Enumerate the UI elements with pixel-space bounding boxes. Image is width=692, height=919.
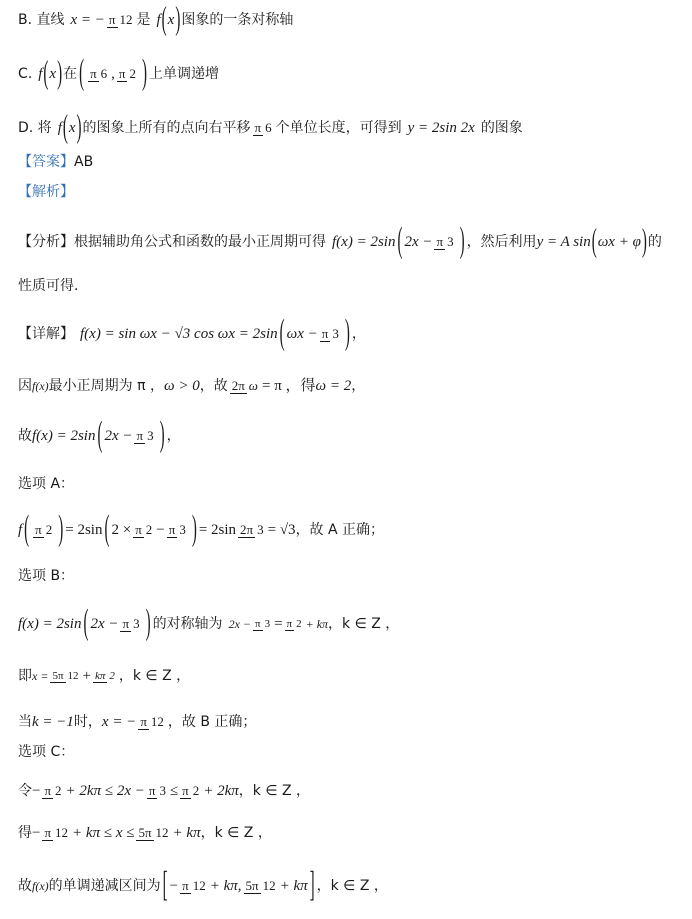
opt-c-line1 [18,774,682,808]
opt-c-frac6: π 12 [182,878,206,893]
period-t1: 因 [18,378,32,394]
option-b-equation: x = − [70,12,105,28]
option-b-x: x [167,12,175,28]
opt-a-f: f [18,522,23,538]
opt-b-k: k = −1 [32,714,74,730]
opt-c-gu: 故 [18,878,32,894]
answer-label: 【答案】 [18,154,74,170]
opt-b-mid: 的对称轴为 [152,616,223,632]
option-c-tail: 上单调递增 [148,66,219,82]
opt-c-a2: + 2kπ ≤ 2x − [65,783,145,799]
gu-inner: 2x − [104,428,133,444]
opt-b-e4: + kπ [305,617,329,631]
option-c-zai: 在 [63,66,78,82]
gu-line: 故 f(x) = 2sin ( 2x − π 3 ) ， [18,416,181,456]
option-c-f: f [38,66,43,82]
xiangjie-tail: ， [351,326,366,342]
answer-line [18,152,682,172]
opt-c-frac1: π 2 [44,783,62,798]
opt-b-x: x = [32,669,49,683]
opt-a-minus: − [156,522,165,538]
opt-c-frac4: π 12 [44,825,69,840]
fenxi-label: 【分析】 [18,234,74,250]
option-b-fraction: π 12 [108,12,133,27]
option-c-frac2: π 2 [118,66,136,81]
opt-c-a1: − [32,783,41,799]
opt-b-frac5: kπ 2 [94,670,115,682]
opt-b-frac4: 5π 12 [52,670,79,682]
analysis-label: 【解析】 [18,184,74,200]
option-d: D. 将 f ( x ) 的图象上所有的点向右平移 π 6 个单位长度，可得到 y = 2sin 2x 的图象 [18,110,523,146]
opt-a-frac2: π 3 [168,522,186,537]
fenxi-text1: 根据辅助角公式和函数的最小正周期可得 [74,234,326,250]
fenxi-line: 【分析】 根据辅助角公式和函数的最小正周期可得 f(x) = 2sin ( 2x − π 3 ) ，然后利用 y = A sin ( ωx + φ ) 的 [18,222,662,262]
fenxi-eq1: f(x) = 2sin [332,234,396,250]
option-c-frac1: π 6 [90,66,108,81]
opt-a-label: 选项 A： [18,476,75,492]
opt-c-mid: 的单调递减区间为 [48,878,161,894]
opt-b-ji: 即 [18,668,32,684]
option-c-x: x [49,66,57,82]
period-line [18,368,682,404]
opt-b-frac1: π 3 [122,616,140,631]
opt-b-e3: = [274,616,283,632]
opt-b-line1: f(x) = 2sin ( 2x − π 3 ) 的对称轴为 2x − π 3 = π 2 + kπ ，k ∈ Z ， [18,604,400,644]
opt-c-label-line [18,742,682,762]
gu-tail: ， [166,428,181,444]
opt-b-x2: x = − [101,714,137,730]
option-d-fraction: π 6 [254,120,272,135]
period-t7: ， [351,378,366,394]
opt-c-line3: 故 f(x) 的单调递减区间为 [ − π 12 + kπ, 5π 12 + kπ ] ，k ∈ Z ， [18,866,388,906]
fenxi-inner2: ωx + φ [597,234,641,250]
opt-c-line2 [18,816,682,850]
opt-a-frac3: 2π 3 [240,522,264,537]
opt-a-tail: ，故 A 正确； [295,522,385,538]
period-frac: 2π ω [231,378,258,393]
opt-b-frac6: π 12 [140,714,164,729]
option-b-prefix: B. 直线 [18,12,65,28]
opt-c-tail: ，k ∈ Z ， [238,783,311,799]
option-c: C. f ( x ) 在 ( π 6 , π 2 ) 上单调递增 [18,54,219,94]
opt-c-c1: − [169,878,179,894]
opt-b-tail: ，k ∈ Z ， [328,616,400,632]
xiangjie-inner: ωx − [286,326,318,342]
opt-b-tail3: ，故 B 正确； [167,714,257,730]
opt-a-line: f ( π 2 ) = 2sin ( 2 × π 2 − π 3 ) = 2sin 2π 3 = √3 ，故 A 正确； [18,510,385,550]
opt-c-b1: − [32,825,41,841]
period-t2: 最小正周期为 π ， [48,378,164,394]
fenxi-text4: 性质可得. [18,278,79,294]
opt-a-eq1: = 2sin [65,522,103,538]
option-c-prefix: C. [18,66,33,82]
opt-c-ling: 令 [18,783,32,799]
opt-c-label: 选项 C： [18,744,75,760]
opt-a-label-line [18,474,682,494]
fenxi-text3: 的 [647,234,662,250]
fenxi-frac: π 3 [436,234,454,249]
opt-c-de: 得 [18,825,32,841]
opt-b-tail2: ，k ∈ Z ， [118,668,191,684]
option-d-prefix: D. 将 [18,120,52,136]
opt-b-eq: f(x) = 2sin [18,616,82,632]
opt-c-frac2: π 3 [148,783,166,798]
option-d-equation: y = 2sin 2x [407,120,475,136]
opt-c-tail3: ，k ∈ Z ， [316,878,388,894]
opt-b-frac3: π 2 [286,618,302,630]
opt-b-label: 选项 B： [18,568,75,584]
opt-c-f: f(x) [32,879,49,893]
opt-a-frac1: π 2 [135,522,153,537]
opt-a-eq2: = 2sin [198,522,237,538]
gu-frac: π 3 [136,428,154,443]
fenxi-line2 [18,276,682,296]
opt-c-frac3: π 2 [182,783,200,798]
opt-c-c2: + kπ, [209,878,242,894]
period-t6: ω = 2 [315,378,352,394]
period-f: f(x) [32,379,49,393]
opt-b-label-line [18,566,682,586]
opt-b-frac2: π 3 [255,618,271,630]
opt-b-line3 [18,704,682,740]
option-b: B. 直线 x = − π 12 是 f ( x ) 图象的一条对称轴 [18,2,294,38]
period-t3: ω > 0 [164,378,200,394]
opt-b-dang: 当 [18,714,32,730]
gu-eq: f(x) = 2sin [32,428,96,444]
analysis-line [18,182,682,202]
opt-a-eq3: = √3 [267,522,296,538]
period-t4: ，故 [199,378,228,394]
option-d-f: f [57,120,62,136]
xiangjie-eq: f(x) = sin ωx − √3 cos ωx = 2sin [80,326,278,342]
xiangjie-label: 【详解】 [18,326,74,342]
opt-b-e2: 2x − [228,617,251,631]
xiangjie-line: 【详解】 f(x) = sin ωx − √3 cos ωx = 2sin ( ωx − π 3 ) ， [18,314,366,354]
option-b-mid: 是 [136,12,151,28]
period-t5: = π ，得 [261,378,316,394]
option-d-mid: 的图象上所有的点向右平移 [82,120,251,136]
opt-c-frac5: 5π 12 [138,825,169,840]
opt-b-line2 [18,658,682,694]
fenxi-inner: 2x − [404,234,433,250]
option-d-tail: 的图象 [480,120,523,136]
opt-c-a4: + 2kπ [203,783,239,799]
option-b-tail: 图象的一条对称轴 [181,12,294,28]
opt-c-a3: ≤ [169,783,179,799]
fenxi-eq2: y = A sin [536,234,591,250]
opt-b-inner: 2x − [90,616,119,632]
opt-a-frac0: π 2 [35,522,53,537]
opt-c-b2: + kπ ≤ x ≤ [72,825,135,841]
fenxi-text2: ，然后利用 [466,234,537,250]
gu-t1: 故 [18,428,32,444]
option-d-x: x [68,120,76,136]
opt-a-inner: 2 × [111,522,132,538]
opt-c-b3: + kπ [172,825,201,841]
option-d-mid2: 个单位长度，可得到 [275,120,402,136]
answer-value: AB [74,154,94,170]
opt-c-frac7: 5π 12 [245,878,276,893]
opt-b-plus: + [82,668,91,684]
opt-c-tail2: ，k ∈ Z ， [200,825,272,841]
option-b-f: f [156,12,161,28]
opt-b-shi: 时， [73,714,102,730]
opt-c-c3: + kπ [279,878,308,894]
xiangjie-frac: π 3 [321,326,339,341]
